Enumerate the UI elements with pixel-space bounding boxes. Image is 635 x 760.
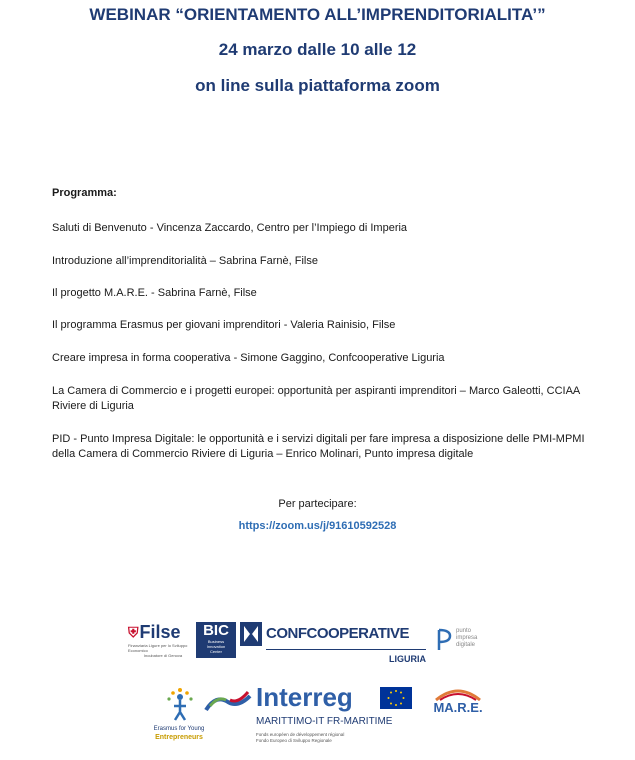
pid-mark-icon bbox=[436, 628, 454, 652]
programme-item: Il progetto M.A.R.E. - Sabrina Farnè, Filse bbox=[52, 287, 257, 299]
confcooperative-divider bbox=[266, 649, 426, 650]
confcooperative-mark-icon bbox=[240, 622, 262, 646]
interreg-logo: Interreg MARITTIMO-IT FR-MARITIME Fonds européen de développement régional Fondo Europeo di Sviluppo Regionale bbox=[256, 682, 416, 752]
programme-item: PID - Punto Impresa Digitale: le opportunità e i servizi digitali per fare impresa a disposizione delle PMI-MPMI della Camera di Commercio Riviere di Liguria – Enrico Molinari, Punto impresa digitale bbox=[52, 433, 585, 460]
wave-icon bbox=[204, 688, 254, 714]
programme-item: Il programma Erasmus per giovani imprenditori - Valeria Rainisio, Filse bbox=[52, 319, 396, 331]
programme-item: Creare impresa in forma cooperativa - Simone Gaggino, Confcooperative Liguria bbox=[52, 352, 445, 364]
filse-shield-icon: ⛨ bbox=[128, 624, 139, 640]
event-platform: on line sulla piattaforma zoom bbox=[195, 76, 440, 95]
eu-flag-icon bbox=[380, 687, 412, 709]
participate-label: Per partecipare: bbox=[278, 498, 357, 510]
mare-logo: MA.R.E. bbox=[426, 686, 490, 726]
programme-item: La Camera di Commercio e i progetti europei: opportunità per aspiranti imprenditori – Marco Galeotti, CCIAA Riviere di Liguria bbox=[52, 385, 580, 412]
erasmus-logo: Erasmus for Young Entrepreneurs bbox=[148, 682, 210, 752]
programme-item: Saluti di Benvenuto - Vincenza Zaccardo, Centro per l’Impiego di Imperia bbox=[52, 222, 408, 234]
filse-logo: ⛨ Filse Finanziaria Ligure per lo Sviluppo Economico Incubatore di Genova bbox=[128, 622, 188, 658]
programme-item: Introduzione all’imprenditorialità – Sabrina Farnè, Filse bbox=[52, 255, 318, 267]
maritime-wave-logo bbox=[204, 688, 254, 714]
event-date: 24 marzo dalle 10 alle 12 bbox=[218, 40, 417, 59]
bic-logo: BIC Business Innovation Center bbox=[196, 622, 236, 658]
zoom-link[interactable]: https://zoom.us/j/91610592528 bbox=[238, 520, 397, 532]
confcooperative-logo: CONFCOOPERATIVE LIGURIA bbox=[240, 622, 430, 670]
pid-logo: punto impresa digitale bbox=[436, 622, 496, 662]
page-title: WEBINAR “ORIENTAMENTO ALL’IMPRENDITORIALITA’” bbox=[89, 5, 546, 24]
programme-heading: Programma: bbox=[52, 187, 117, 199]
erasmus-figure-icon bbox=[158, 682, 202, 724]
